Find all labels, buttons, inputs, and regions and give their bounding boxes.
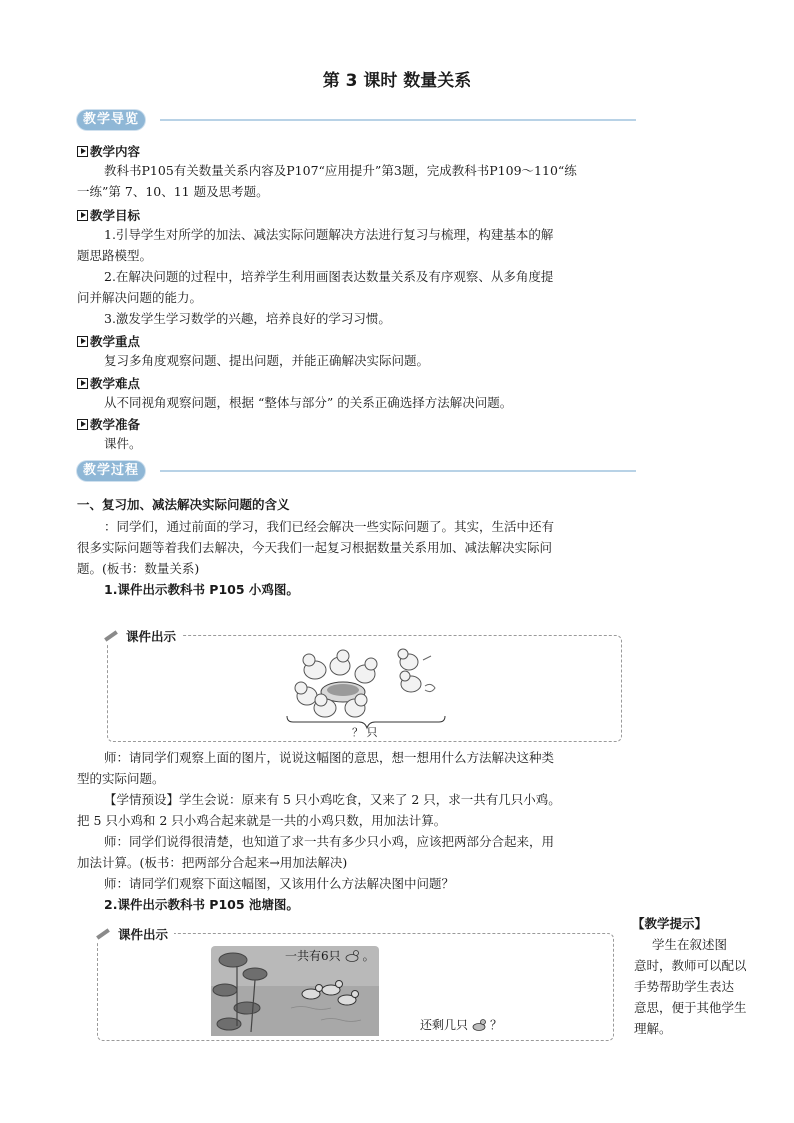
preset-line-b: 把 5 只小鸡和 2 只小鸡合起来就是一共的小鸡只数，用加法计算。 bbox=[77, 813, 447, 828]
play-box-icon bbox=[77, 336, 88, 347]
pond-total-period: 。 bbox=[362, 949, 375, 963]
difficulty-text: 从不同视角观察问题，根据 “整体与部分” 的关系正确选择方法解决问题。 bbox=[104, 395, 513, 410]
label-text: 教学内容 bbox=[90, 144, 141, 159]
pond-total-text: 一共有6只 bbox=[285, 949, 341, 963]
intro-line-1: ：同学们，通过前面的学习，我们已经会解决一些实际问题了。其实，生活中还有 bbox=[104, 519, 555, 534]
courseware-header bbox=[96, 925, 174, 943]
goal-1-line-2: 题思路模型。 bbox=[77, 248, 153, 263]
teacher-line-2b: 加法计算。(板书：把两部分合起来→用加法解决) bbox=[77, 855, 348, 870]
section-tag-guide: 教学导览 bbox=[77, 110, 145, 130]
pen-icon bbox=[104, 630, 118, 641]
pond-remain-caption bbox=[420, 1016, 502, 1033]
label-text: 教学重点 bbox=[90, 334, 141, 349]
pond-remain-question-mark: ？ bbox=[490, 1018, 503, 1032]
label-difficulty bbox=[77, 374, 140, 392]
courseware-label: 课件出示 bbox=[112, 925, 174, 943]
teacher-line-2a: 师：同学们说得很清楚，也知道了求一共有多少只小鸡，应该把两部分合起来，用 bbox=[104, 834, 555, 849]
label-goal bbox=[77, 206, 140, 224]
label-text: 教学准备 bbox=[90, 417, 141, 432]
intro-line-2: 很多实际问题等着我们去解决，今天我们一起复习根据数量关系用加、减法解决实际问 bbox=[77, 540, 553, 555]
label-content bbox=[77, 142, 140, 160]
goal-1-line-1: 1.引导学生对所学的加法、减法实际问题解决方法进行复习与梳理，构建基本的解 bbox=[104, 227, 554, 242]
play-box-icon bbox=[77, 378, 88, 389]
play-box-icon bbox=[77, 419, 88, 430]
step-2: 2.课件出示教科书 P105 池塘图。 bbox=[104, 897, 299, 912]
label-text: 教学目标 bbox=[90, 208, 141, 223]
play-box-icon bbox=[77, 210, 88, 221]
pond-total-caption bbox=[285, 947, 375, 964]
section-divider bbox=[160, 119, 636, 121]
tip-title: 【教学提示】 bbox=[632, 916, 708, 931]
content-text-line-2: 一练”第 7、10、11 题及思考题。 bbox=[77, 184, 269, 199]
step-1: 1.课件出示教科书 P105 小鸡图。 bbox=[104, 582, 299, 597]
courseware-label: 课件出示 bbox=[120, 627, 182, 645]
tip-line-4: 意思，便于其他学生 bbox=[634, 1000, 747, 1015]
goal-2-line-2: 问并解决问题的能力。 bbox=[77, 290, 203, 305]
prep-text: 课件。 bbox=[104, 436, 142, 451]
pond-remain-text: 还剩几只 bbox=[420, 1018, 469, 1032]
process-heading-1: 一、复习加、减法解决实际问题的含义 bbox=[77, 497, 290, 512]
teacher-line-1b: 型的实际问题。 bbox=[77, 771, 165, 786]
goal-2-line-1: 2.在解决问题的过程中，培养学生利用画图表达数量关系及有序观察、从多角度提 bbox=[104, 269, 554, 284]
chick-illustration bbox=[285, 646, 450, 736]
duck-icon bbox=[344, 949, 360, 962]
tip-line-5: 理解。 bbox=[634, 1021, 672, 1036]
pen-icon bbox=[96, 928, 110, 939]
intro-line-3: 题。(板书：数量关系) bbox=[77, 561, 200, 576]
content-text-line-1: 教科书P105有关数量关系内容及P107“应用提升”第3题，完成教科书P109～110“练 bbox=[104, 163, 577, 178]
preset-line-a: 【学情预设】学生会说：原来有 5 只小鸡吃食，又来了 2 只，求一共有几只小鸡。 bbox=[104, 792, 561, 807]
play-box-icon bbox=[77, 146, 88, 157]
tip-line-3: 手势帮助学生表达 bbox=[634, 979, 735, 994]
goal-3: 3.激发学生学习数学的兴趣，培养良好的学习习惯。 bbox=[104, 311, 391, 326]
label-prep bbox=[77, 415, 140, 433]
chick-question-label: ？ 只 bbox=[352, 726, 378, 739]
key-text: 复习多角度观察问题、提出问题，并能正确解决实际问题。 bbox=[104, 353, 430, 368]
label-key bbox=[77, 332, 140, 350]
tip-line-1: 学生在叙述图 bbox=[652, 937, 728, 952]
page-title: 第 3 课时 数量关系 bbox=[322, 71, 472, 91]
teacher-line-1a: 师：请同学们观察上面的图片，说说这幅图的意思，想一想用什么方法解决这种类 bbox=[104, 750, 555, 765]
section-tag-process: 教学过程 bbox=[77, 461, 145, 481]
section-divider bbox=[160, 470, 636, 472]
label-text: 教学难点 bbox=[90, 376, 141, 391]
courseware-header bbox=[104, 627, 182, 645]
tip-line-2: 意时，教师可以配以 bbox=[634, 958, 747, 973]
teacher-line-3: 师：请同学们观察下面这幅图，又该用什么方法解决图中问题？ bbox=[104, 876, 455, 891]
duck-icon bbox=[471, 1018, 487, 1031]
